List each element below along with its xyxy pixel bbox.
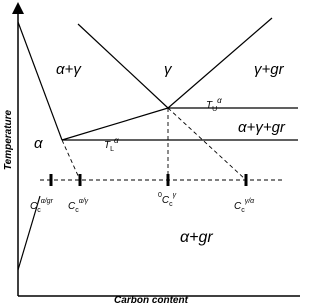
c-gamma-alpha-label: $_Cc^{\gamma/\alpha}$ <box>234 198 255 214</box>
marker-c-alpha-gr <box>50 174 53 186</box>
x-axis-label: Carbon content <box>114 295 188 304</box>
alpha-gamma-projection <box>62 140 80 180</box>
tu-alpha-label: $TU^\alpha$ <box>206 96 222 113</box>
region-alpha-gamma-gr: α+γ+gr <box>238 119 285 136</box>
alpha-gamma-left-boundary <box>18 22 62 140</box>
region-gamma: γ <box>164 61 172 78</box>
region-alpha: α <box>34 135 43 152</box>
c-alpha-gr-label: $_Cc^{\alpha/gr}$ <box>30 198 53 214</box>
region-alpha-gr: α+gr <box>180 229 213 246</box>
gamma-left-boundary <box>78 24 168 108</box>
marker-c-gamma-alpha <box>245 174 248 186</box>
tl-alpha-label: $TL^\alpha$ <box>104 136 119 153</box>
marker-c-gamma <box>167 174 170 186</box>
c-alpha-gamma-label: $_Cc^{\alpha/\gamma}$ <box>68 198 89 214</box>
region-alpha-gamma: α+γ <box>56 61 81 78</box>
marker-c-alpha-gamma <box>79 174 82 186</box>
gamma-alpha-projection <box>168 108 246 180</box>
region-gamma-gr: γ+gr <box>254 61 284 78</box>
c-gamma-label: $^0_Cc^\gamma$ <box>158 192 177 208</box>
y-axis-label: Temperature <box>3 109 14 171</box>
